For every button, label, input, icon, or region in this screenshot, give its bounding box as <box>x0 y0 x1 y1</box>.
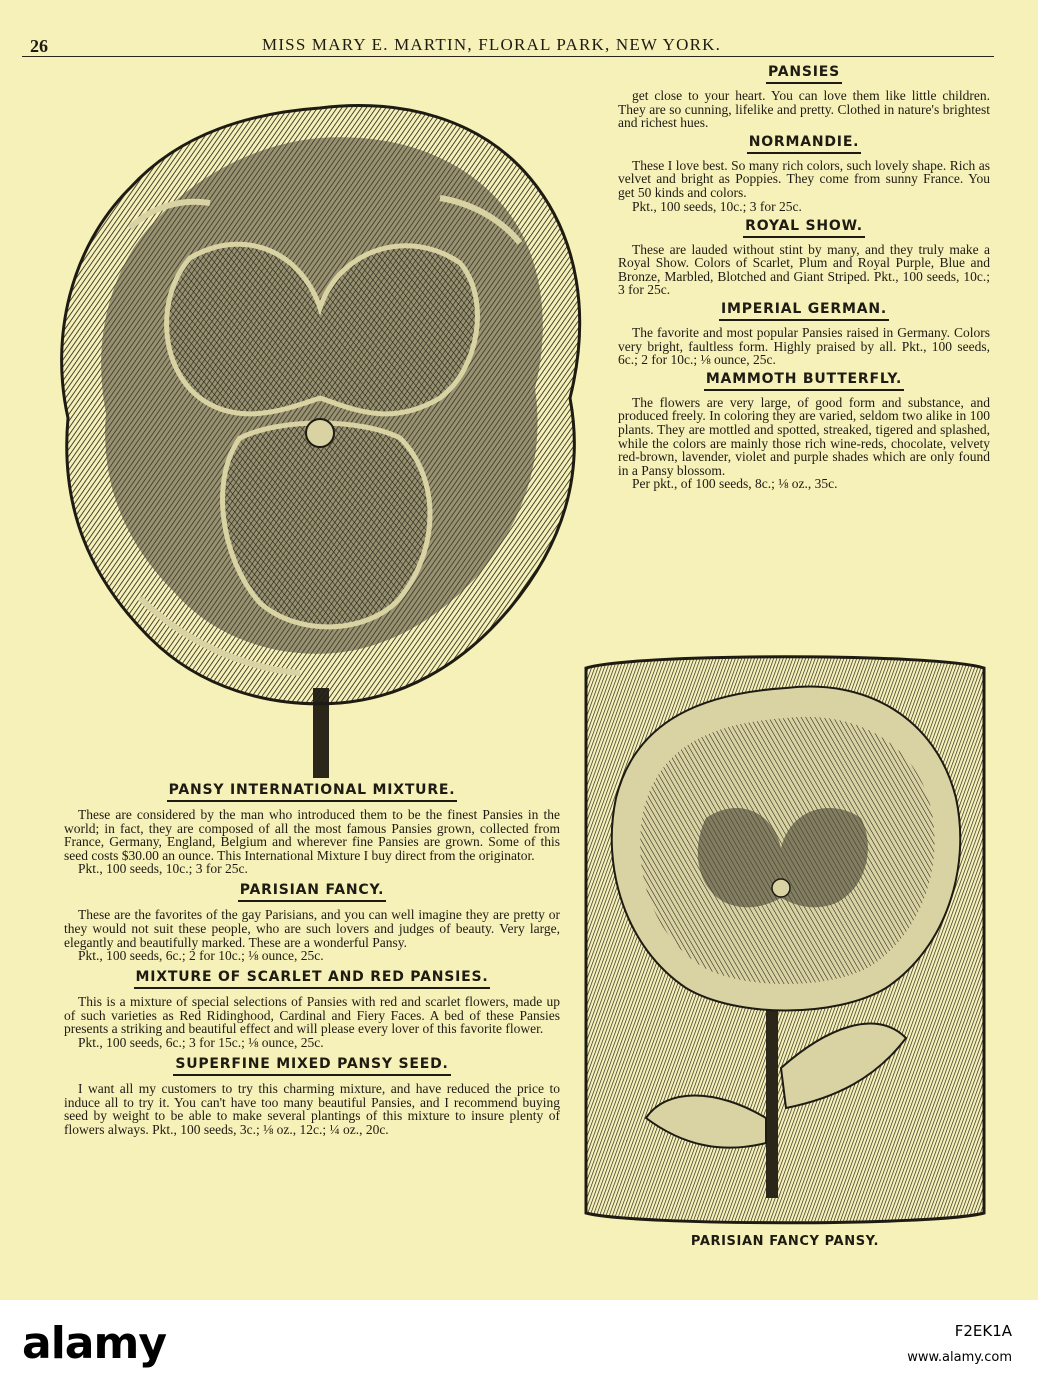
watermark-url: www.alamy.com <box>907 1350 1012 1365</box>
section-title: IMPERIAL GERMAN. <box>618 301 990 321</box>
section-body: I want all my customers to try this charming mixture, and have reduced the price to induce all to try it. You can't have too many beautiful Pansies, and I recommend buying seed by weight to be able to make several plantings of this mixture to insure plenty of flowers always. Pkt., 100 seeds, 3c.; ⅛ oz., 12c.; ¼ oz., 20c. <box>64 1080 560 1137</box>
section-title: SUPERFINE MIXED PANSY SEED. <box>64 1056 560 1076</box>
section-title: MAMMOTH BUTTERFLY. <box>618 371 990 391</box>
section-body: The favorite and most popular Pansies raised in Germany. Colors very bright, faultless form. Highly praised by all. Pkt., 100 seeds, 6c.; 2 for 10c.; ⅛ ounce, 25c. <box>618 324 990 368</box>
section-mammoth-butterfly <box>618 371 990 492</box>
section-price: Pkt., 100 seeds, 6c.; 3 for 15c.; ⅛ ounce, 25c. <box>78 1034 324 1050</box>
section-price: Per pkt., of 100 seeds, 8c.; ⅛ oz., 35c. <box>632 476 838 492</box>
section-title: PARISIAN FANCY. <box>64 882 560 902</box>
alamy-logo: alamy <box>22 1318 166 1369</box>
section-body: These are considered by the man who introduced them to be the finest Pansies in the world; in fact, they are composed of all the most famous Pansies grown, collected from France, Germany, England, Belgium and wherever fine Pansies are grown. Some of this seed costs $30.00 an ounce. This International Mixture I buy direct from the originator. <box>64 807 560 863</box>
illustration-caption: PARISIAN FANCY PANSY. <box>690 1234 880 1249</box>
section-title: MIXTURE OF SCARLET AND RED PANSIES. <box>64 969 560 989</box>
section-title: NORMANDIE. <box>618 134 990 154</box>
section-imperial-german <box>618 301 990 367</box>
section-title: PANSIES <box>618 64 990 84</box>
page-number: 26 <box>30 36 48 56</box>
section-price: Pkt., 100 seeds, 10c.; 3 for 25c. <box>78 861 248 877</box>
section-parisian-fancy <box>64 882 560 963</box>
section-price: Pkt., 100 seeds, 6c.; 2 for 10c.; ⅛ ounce, 25c. <box>78 948 324 964</box>
running-head: MISS MARY E. MARTIN, FLORAL PARK, NEW YORK. <box>262 35 722 54</box>
section-scarlet-red <box>64 969 560 1050</box>
section-royal-show <box>618 218 990 297</box>
section-superfine-mixed <box>64 1056 560 1136</box>
section-international-mixture <box>64 782 560 876</box>
section-body: These are lauded without stint by many, and they truly make a Royal Show. Colors of Scarlet, Plum and Royal Purple, Blue and Bronze, Marbled, Blotched and Giant Striped. Pkt., 100 seeds, 10c.; 3 for 25c. <box>618 241 990 298</box>
section-body: These are the favorites of the gay Parisians, and you can well imagine they are pretty or they would not suit these people, who are such lovers and judges of beauty. Very large, elegantly and beautifully marked. These are a wonderful Pansy. <box>64 907 560 950</box>
section-body: These I love best. So many rich colors, such lovely shape. Rich as velvet and bright as Poppies. They come from sunny France. You get 50 kinds and colors. <box>618 157 990 200</box>
section-body: This is a mixture of special selections of Pansies with red and scarlet flowers, made up of such varieties as Red Ridinghood, Cardinal and Fiery Faces. A bed of these Pansies presents a striking and beautiful effect and will please every lover of this favorite flower. <box>64 994 560 1037</box>
section-normandie <box>618 134 990 214</box>
section-price: Pkt., 100 seeds, 10c.; 3 for 25c. <box>632 198 802 214</box>
pansy-illustration-large <box>40 78 600 778</box>
watermark-bar <box>0 1300 1038 1390</box>
section-pansies <box>618 64 990 130</box>
section-title: PANSY INTERNATIONAL MIXTURE. <box>64 782 560 802</box>
pansy-illustration-framed <box>576 648 994 1228</box>
section-title: ROYAL SHOW. <box>618 218 990 238</box>
image-id: F2EK1A <box>954 1322 1012 1340</box>
right-column <box>618 64 990 495</box>
section-body: get close to your heart. You can love them like little children. They are so cunning, lifelike and pretty. Clothed in nature's brightest and richest hues. <box>618 88 990 131</box>
header-rule <box>22 56 994 57</box>
left-column <box>64 782 560 1142</box>
section-body: The flowers are very large, of good form and substance, and produced freely. In coloring they are varied, seldom two alike in 100 plants. They are mottled and spotted, streaked, tigered and splashed, while the colors are mainly those rich wine-reds, chocolate, velvety red-brown, lavender, violet and purple shades which are only found in a Pansy blossom. <box>618 394 990 478</box>
